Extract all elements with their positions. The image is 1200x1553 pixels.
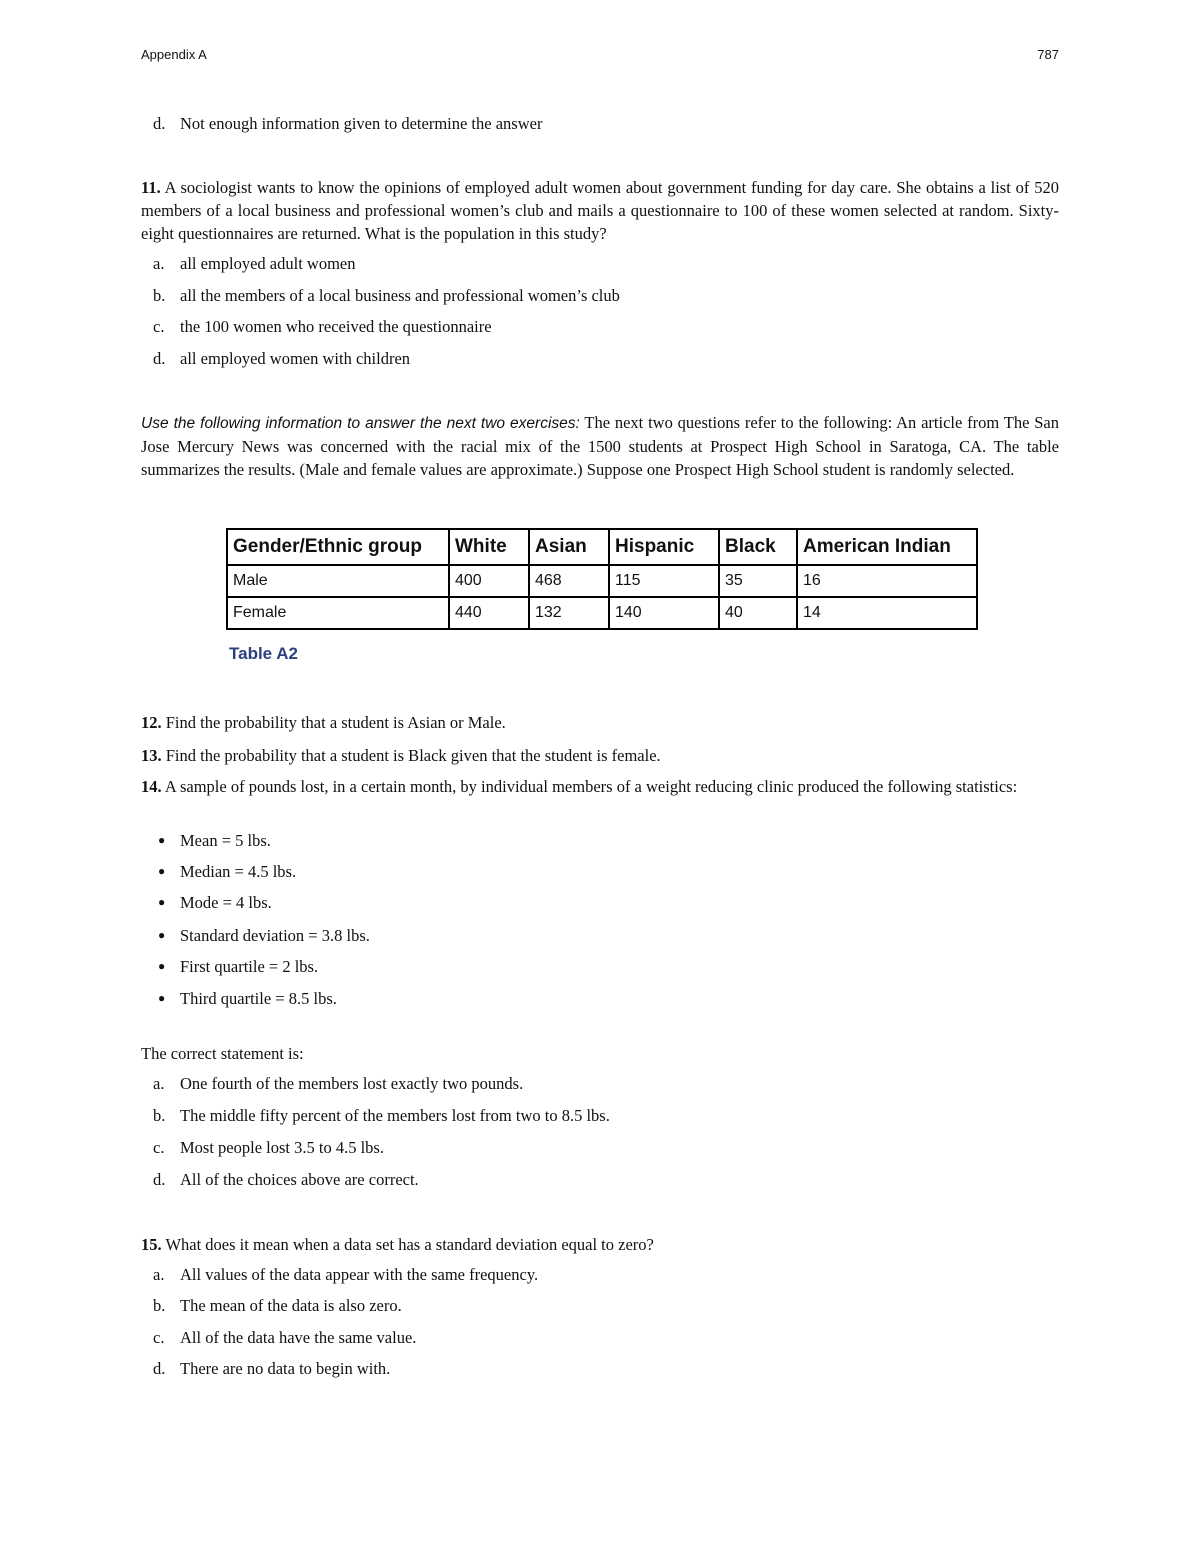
q14-option-d: d. All of the choices above are correct. bbox=[153, 1170, 419, 1189]
q15-option-d: d. There are no data to begin with. bbox=[153, 1359, 391, 1378]
running-header-section: Appendix A bbox=[141, 47, 207, 62]
intro-italic: Use the following information to answer the next two exercises: bbox=[141, 415, 580, 432]
table-header-cell: White bbox=[449, 529, 529, 565]
q14-prompt: The correct statement is: bbox=[141, 1044, 304, 1063]
table-cell: 115 bbox=[609, 565, 719, 597]
table-header-row bbox=[227, 529, 977, 565]
stat-item: ● First quartile = 2 lbs. bbox=[158, 957, 319, 976]
table-header-cell: Hispanic bbox=[609, 529, 719, 565]
table-cell: 40 bbox=[719, 597, 797, 629]
ethnic-group-table bbox=[226, 528, 978, 630]
stat-item: ● Third quartile = 8.5 lbs. bbox=[158, 989, 337, 1008]
table-cell: 440 bbox=[449, 597, 529, 629]
intro-text: The next two questions refer to the following: An article from The San Jose Mercury News was concerned with the racial mix of the 1500 students at Prospect High School in Saratoga, CA. The table summarizes the results. (Male and female values are approximate.) Suppose one Prospect High School student is randomly selected. bbox=[141, 413, 1059, 479]
q11-option-a: a. all employed adult women bbox=[153, 254, 356, 273]
stat-item: ● Standard deviation = 3.8 lbs. bbox=[158, 926, 370, 945]
q11-option-d: d. all employed women with children bbox=[153, 349, 411, 368]
q15-stem: 15. What does it mean when a data set has a standard deviation equal to zero? bbox=[141, 1235, 654, 1254]
q14-stem: 14. A sample of pounds lost, in a certain month, by individual members of a weight reducing clinic produced the following statistics: bbox=[141, 777, 1018, 796]
q11-text: A sociologist wants to know the opinions of employed adult women about government funding for day care. She obtains a list of 520 members of a local business and professional women’s club and mails a questionnaire to 100 of these women selected at random. Sixty-eight questionnaires are returned. What is the population in this study? bbox=[141, 178, 1059, 243]
stat-item: ● Mean = 5 lbs. bbox=[158, 831, 271, 850]
q11-option-c: c. the 100 women who received the questionnaire bbox=[153, 317, 492, 336]
q14-option-b: b. The middle fifty percent of the members lost from two to 8.5 lbs. bbox=[153, 1106, 610, 1125]
table-intro bbox=[141, 411, 1059, 481]
table-cell: 400 bbox=[449, 565, 529, 597]
table-cell: Female bbox=[227, 597, 449, 629]
table-row bbox=[227, 597, 977, 629]
q11-stem bbox=[141, 176, 1059, 245]
q13: 13. Find the probability that a student is Black given that the student is female. bbox=[141, 746, 661, 765]
q14-option-a: a. One fourth of the members lost exactly two pounds. bbox=[153, 1074, 524, 1093]
q15-option-a: a. All values of the data appear with the same frequency. bbox=[153, 1265, 539, 1284]
q11-option-b: b. all the members of a local business and professional women’s club bbox=[153, 286, 620, 305]
page-number: 787 bbox=[1037, 47, 1059, 62]
q11-number: 11. bbox=[141, 178, 161, 197]
q14-option-c: c. Most people lost 3.5 to 4.5 lbs. bbox=[153, 1138, 384, 1157]
table-cell: 468 bbox=[529, 565, 609, 597]
table-header-cell: Gender/Ethnic group bbox=[227, 529, 449, 565]
stat-item: ● Mode = 4 lbs. bbox=[158, 893, 272, 912]
q10-option-d: d. Not enough information given to determine the answer bbox=[153, 114, 543, 133]
table-caption: Table A2 bbox=[229, 644, 298, 663]
table-cell: 35 bbox=[719, 565, 797, 597]
table-header-cell: Asian bbox=[529, 529, 609, 565]
table-cell: 132 bbox=[529, 597, 609, 629]
table-cell: 140 bbox=[609, 597, 719, 629]
q15-option-c: c. All of the data have the same value. bbox=[153, 1328, 417, 1347]
stat-item: ● Median = 4.5 lbs. bbox=[158, 862, 297, 881]
table-row bbox=[227, 565, 977, 597]
table-cell: 16 bbox=[797, 565, 977, 597]
table-header-cell: Black bbox=[719, 529, 797, 565]
table-cell: 14 bbox=[797, 597, 977, 629]
q12: 12. Find the probability that a student is Asian or Male. bbox=[141, 713, 506, 732]
table-header-cell: American Indian bbox=[797, 529, 977, 565]
table-cell: Male bbox=[227, 565, 449, 597]
q15-option-b: b. The mean of the data is also zero. bbox=[153, 1296, 402, 1315]
